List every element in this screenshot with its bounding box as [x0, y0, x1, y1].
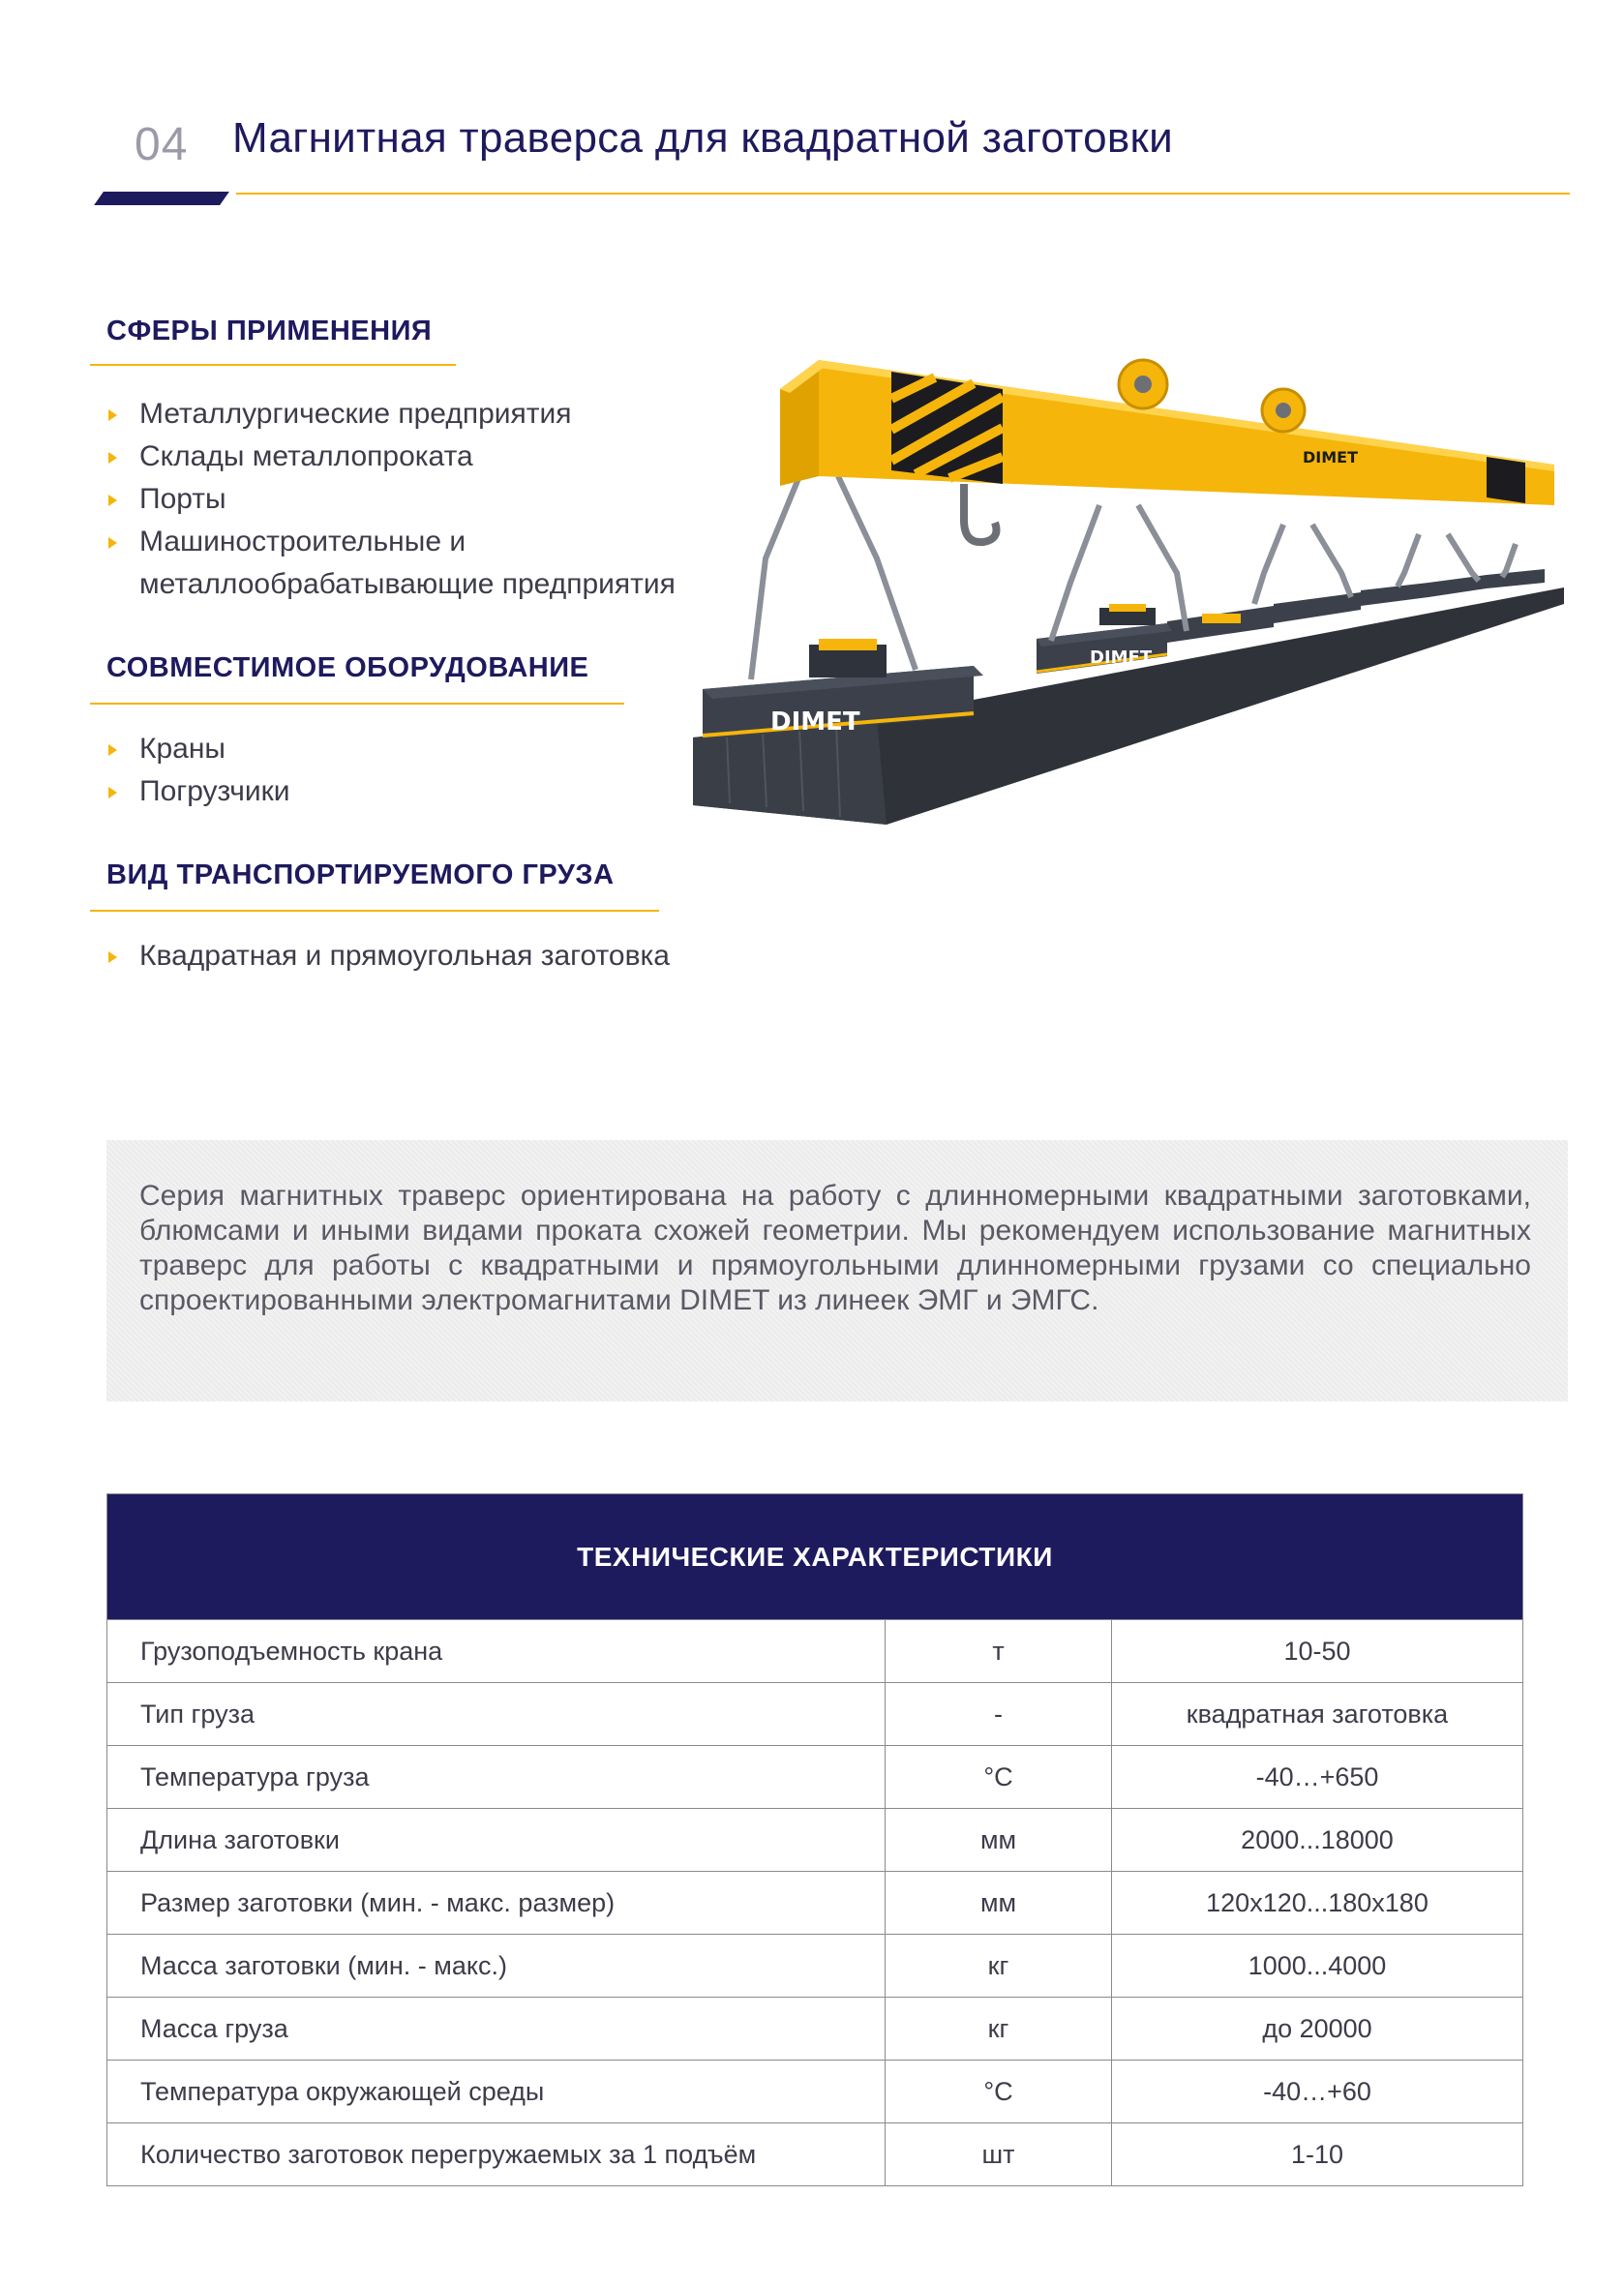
table-row [107, 1935, 1523, 1998]
list-item: Металлургические предприятия [106, 393, 784, 436]
table-row [107, 1809, 1523, 1872]
spec-value: 2000...18000 [1112, 1809, 1523, 1872]
spec-unit: °С [886, 2061, 1112, 2123]
list-item: Краны [106, 728, 290, 770]
spec-value: квадратная заготовка [1112, 1683, 1523, 1746]
spec-unit: °С [886, 1746, 1112, 1809]
spec-unit: шт [886, 2123, 1112, 2186]
section-divider [90, 703, 624, 705]
page-number: 04 [135, 119, 189, 170]
section-divider [90, 364, 456, 366]
list-item: Машиностроительные и металлообрабатывающие предприятия [106, 521, 784, 606]
header-accent-bar [94, 192, 229, 205]
table-row [107, 1620, 1523, 1683]
spec-name: Грузоподъемность крана [107, 1620, 886, 1683]
table-row [107, 2061, 1523, 2123]
spec-unit: кг [886, 1935, 1112, 1998]
lifting-beam [780, 360, 1554, 542]
brand-logo: DIMET [1303, 448, 1358, 466]
spec-name: Количество заготовок перегружаемых за 1 подъём [107, 2123, 886, 2186]
section-title-applications: СФЕРЫ ПРИМЕНЕНИЯ [106, 316, 433, 346]
list-item: Квадратная и прямоугольная заготовка [106, 935, 670, 978]
section-title-cargo: ВИД ТРАНСПОРТИРУЕМОГО ГРУЗА [106, 859, 615, 890]
list-item: Порты [106, 478, 784, 521]
table-row [107, 1998, 1523, 2061]
table-row [107, 2123, 1523, 2186]
spec-value: -40…+60 [1112, 2061, 1523, 2123]
applications-list [106, 393, 784, 606]
page-title: Магнитная траверса для квадратной заготовки [232, 114, 1173, 162]
spec-name: Температура окружающей среды [107, 2061, 886, 2123]
spec-value: 10-50 [1112, 1620, 1523, 1683]
spec-name: Длина заготовки [107, 1809, 886, 1872]
spec-unit: мм [886, 1872, 1112, 1935]
table-row [107, 1746, 1523, 1809]
list-item: Склады металлопроката [106, 436, 784, 478]
description-text: Серия магнитных траверс ориентирована на работу с длинномерными квадратными заготовками, блюмсами и иными видами проката схожей геометрии. Мы рекомендуем использование магнитных траверс для работы с квадратными и прямоугольными длинномерными грузами со специально спроектированными электромагнитами DIMET из линеек ЭМГ и ЭМГС. [139, 1180, 1531, 1316]
cargo-list [106, 935, 670, 978]
spec-name: Масса груза [107, 1998, 886, 2061]
spec-table [106, 1493, 1523, 2186]
section-divider [90, 910, 659, 912]
spec-value: 1000...4000 [1112, 1935, 1523, 1998]
spec-value: 120х120...180х180 [1112, 1872, 1523, 1935]
spec-unit: т [886, 1620, 1112, 1683]
brand-logo: DIMET [770, 707, 860, 737]
equipment-list [106, 728, 290, 813]
list-item: Погрузчики [106, 770, 290, 813]
spec-value: 1-10 [1112, 2123, 1523, 2186]
table-row [107, 1872, 1523, 1935]
spec-value: до 20000 [1112, 1998, 1523, 2061]
spec-table-title: ТЕХНИЧЕСКИЕ ХАРАКТЕРИСТИКИ [107, 1494, 1523, 1620]
spec-name: Размер заготовки (мин. - макс. размер) [107, 1872, 886, 1935]
spec-name: Температура груза [107, 1746, 886, 1809]
spec-name: Масса заготовки (мин. - макс.) [107, 1935, 886, 1998]
spec-name: Тип груза [107, 1683, 886, 1746]
table-row [107, 1683, 1523, 1746]
section-title-equipment: СОВМЕСТИМОЕ ОБОРУДОВАНИЕ [106, 652, 589, 683]
spec-unit: мм [886, 1809, 1112, 1872]
magnetic-traverse-image [683, 350, 1574, 854]
spec-unit: - [886, 1683, 1112, 1746]
description-box [106, 1140, 1568, 1401]
header-divider [236, 193, 1570, 195]
spec-unit: кг [886, 1998, 1112, 2061]
spec-value: -40…+650 [1112, 1746, 1523, 1809]
brand-logo: DIMET [1090, 647, 1153, 668]
